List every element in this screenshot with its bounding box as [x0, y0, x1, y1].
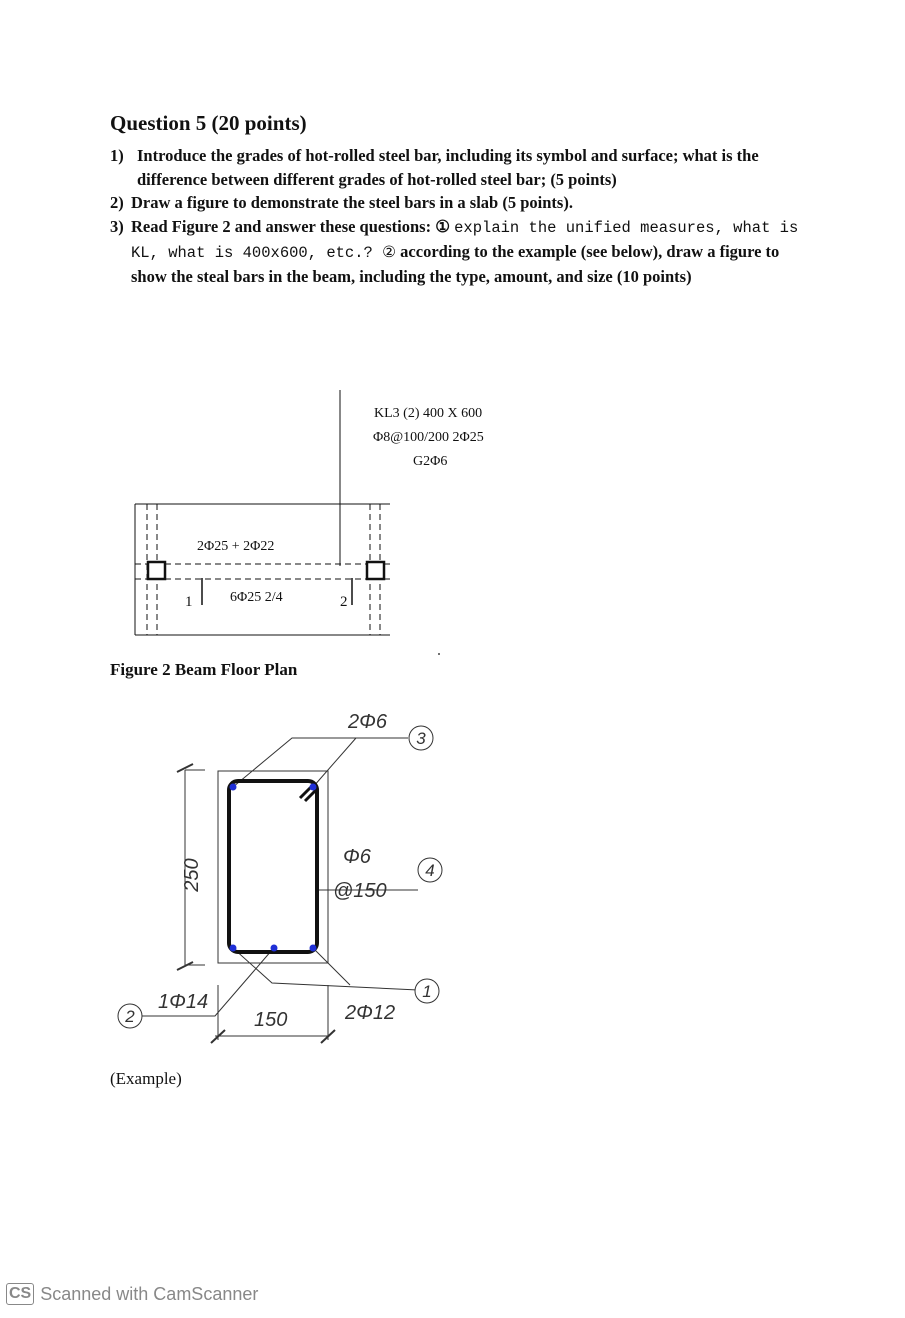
tag-3: 3 — [416, 729, 426, 748]
leader-1-b — [313, 948, 350, 985]
width-label: 150 — [254, 1009, 288, 1031]
camscanner-text: Scanned with CamScanner — [40, 1283, 259, 1304]
section-number-2: 2 — [340, 594, 348, 610]
item-2-text: Draw a figure to demonstrate the steel bars in a slab (5 points). — [131, 193, 573, 212]
beam-bottom-bars: 6Φ25 2/4 — [230, 590, 283, 605]
stirrup-spacing-label: @150 — [333, 880, 387, 902]
item-1-number: 1) — [110, 146, 124, 165]
beam-top-bars: 2Φ25 + 2Φ22 — [197, 539, 275, 554]
tag-2: 2 — [125, 1007, 135, 1026]
item-3-number: 3) — [110, 217, 124, 236]
item-3-part-a: Read Figure 2 and answer these questions: ① — [131, 217, 450, 236]
camscanner-footer — [6, 1283, 258, 1305]
rebar-top-right — [310, 784, 317, 791]
camscanner-logo: CS — [6, 1283, 34, 1305]
tag-1: 1 — [422, 982, 432, 1001]
rebar-top-left — [230, 784, 237, 791]
leader-3-b — [313, 738, 356, 787]
question-title: Question 5 (20 points) — [110, 111, 307, 135]
stirrup-dia-label: Φ6 — [343, 846, 371, 868]
section-number-1: 1 — [185, 594, 193, 610]
beam-label-line-3: G2Φ6 — [413, 454, 448, 469]
rebar-bottom-middle — [271, 945, 278, 952]
item-1-text: Introduce the grades of hot-rolled steel bar, including its symbol and surface; what is the difference between different grades of hot-rolled steel bar; (5 points) — [137, 146, 759, 189]
top-bars-label: 2Φ6 — [348, 711, 387, 733]
tag-4: 4 — [425, 861, 435, 880]
middle-bar-label: 1Φ14 — [158, 991, 209, 1013]
bottom-bars-label: 2Φ12 — [345, 1002, 396, 1024]
item-2-number: 2) — [110, 193, 124, 212]
example-caption: (Example) — [110, 1069, 182, 1088]
leader-1-a — [233, 948, 418, 990]
rebar-bottom-left — [230, 945, 237, 952]
item-3-part-b: explain the unified measures, what is KL, what is 400x600, etc.? ② — [131, 219, 799, 262]
item-3-part-c: according to the example (see below), draw a figure to show the steal bars in the beam, including the type, amount, and size (10 points) — [131, 242, 780, 286]
height-label: 250 — [181, 858, 203, 892]
beam-label-line-2: Φ8@100/200 2Φ25 — [373, 430, 484, 445]
figure-2-caption: Figure 2 Beam Floor Plan — [110, 660, 298, 679]
rebar-bottom-right — [310, 945, 317, 952]
stirrup — [229, 781, 317, 952]
beam-label-line-1: KL3 (2) 400 X 600 — [374, 406, 483, 421]
concrete-outline — [218, 771, 328, 963]
